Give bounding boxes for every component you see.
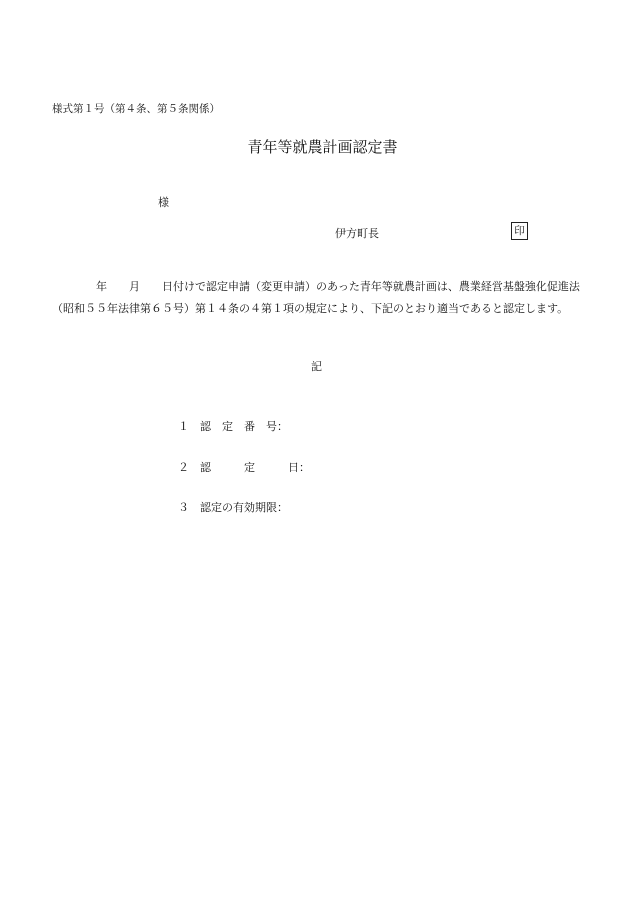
- issuer-name: 伊方町長: [335, 227, 379, 240]
- item-number: ２: [178, 461, 189, 474]
- item-certification-date: [178, 459, 310, 475]
- ki-heading: 記: [311, 360, 322, 373]
- item-number: ３: [178, 501, 189, 514]
- item-label: 認定の有効期限：: [200, 501, 288, 514]
- seal-stamp: 印: [511, 222, 528, 240]
- item-label: 認 定 番 号：: [200, 420, 288, 433]
- document-title: 青年等就農計画認定書: [247, 138, 398, 156]
- item-number: １: [178, 420, 189, 433]
- item-certification-number: [178, 418, 288, 434]
- item-validity-period: [178, 499, 288, 515]
- certification-body: [52, 276, 582, 320]
- addressee-suffix: 様: [158, 196, 169, 209]
- item-label: 認 定 日：: [200, 461, 310, 474]
- body-year: 年: [96, 280, 107, 293]
- body-rest: 日付けで認定申請（変更申請）のあった青年等就農計画は、農業経営基盤強化促進法（昭和５５年法律第６５号）第１４条の４第１項の規定により、下記のとおり適当であると認定します。: [52, 280, 580, 315]
- form-number: 様式第１号（第４条、第５条関係）: [52, 103, 220, 115]
- body-month: 月: [129, 280, 140, 293]
